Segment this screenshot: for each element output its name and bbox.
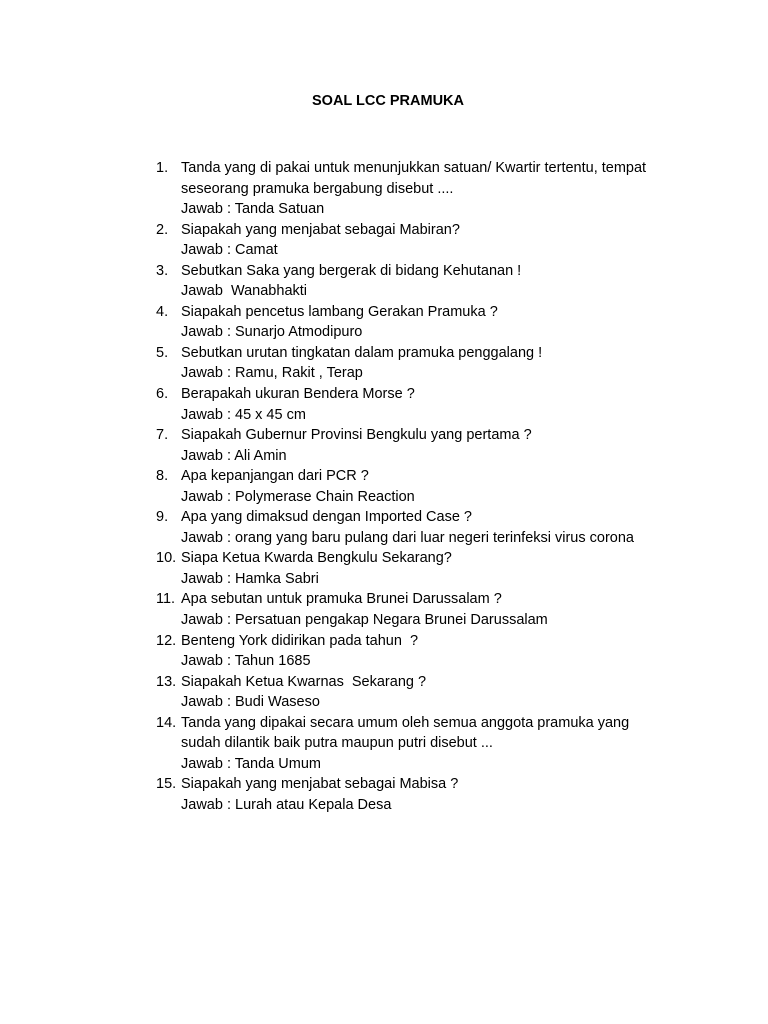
question-number: 15. bbox=[156, 776, 177, 793]
question-number: 4. bbox=[156, 303, 169, 320]
question-number: 9. bbox=[156, 509, 169, 526]
question-body bbox=[181, 507, 716, 548]
question-body bbox=[181, 343, 716, 384]
question-item bbox=[156, 774, 716, 815]
question-body bbox=[181, 713, 716, 775]
question-number: 1. bbox=[156, 160, 169, 176]
question-body bbox=[181, 425, 716, 466]
question-text: Siapakah pencetus lambang Gerakan Pramuka ? bbox=[181, 303, 498, 320]
question-number: 2. bbox=[156, 221, 169, 238]
question-body bbox=[181, 589, 716, 630]
question-text: seseorang pramuka bergabung disebut .... bbox=[181, 180, 454, 197]
answer-text: Jawab : 45 x 45 cm bbox=[181, 406, 306, 423]
question-body bbox=[181, 774, 716, 815]
question-item bbox=[156, 261, 716, 302]
answer-text: Jawab : Tahun 1685 bbox=[181, 653, 311, 670]
answer-text: Jawab : Budi Waseso bbox=[181, 694, 320, 711]
document-title: SOAL LCC PRAMUKA bbox=[312, 93, 464, 109]
question-number: 12. bbox=[156, 632, 177, 649]
question-text: Tanda yang dipakai secara umum oleh semua anggota pramuka yang bbox=[181, 714, 630, 731]
question-number: 14. bbox=[156, 714, 177, 731]
question-body bbox=[181, 302, 716, 343]
question-body bbox=[181, 384, 716, 425]
answer-text: Jawab : Sunarjo Atmodipuro bbox=[181, 324, 363, 341]
question-text: Sebutkan Saka yang bergerak di bidang Kehutanan ! bbox=[181, 262, 522, 279]
answer-text: Jawab : Tanda Umum bbox=[181, 755, 321, 772]
question-number: 6. bbox=[156, 386, 169, 403]
question-text: Apa kepanjangan dari PCR ? bbox=[181, 468, 369, 485]
answer-text: Jawab : Ramu, Rakit , Terap bbox=[181, 365, 363, 382]
question-body bbox=[181, 261, 716, 302]
answer-text: Jawab : Camat bbox=[181, 242, 278, 259]
answer-text: Jawab Wanabhakti bbox=[181, 283, 308, 300]
answer-text: Jawab : Ali Amin bbox=[181, 447, 287, 464]
question-item bbox=[156, 425, 716, 466]
answer-text: Jawab : Polymerase Chain Reaction bbox=[181, 488, 415, 505]
question-item bbox=[156, 507, 716, 548]
question-text: Apa sebutan untuk pramuka Brunei Darussalam ? bbox=[181, 591, 502, 608]
question-number: 11. bbox=[156, 591, 176, 608]
question-item bbox=[156, 713, 716, 775]
question-item bbox=[156, 589, 716, 630]
question-item bbox=[156, 158, 716, 220]
question-item bbox=[156, 631, 716, 672]
answer-text: Jawab : Lurah atau Kepala Desa bbox=[181, 796, 392, 813]
question-text: Siapakah yang menjabat sebagai Mabisa ? bbox=[181, 776, 459, 793]
question-text: Benteng York didirikan pada tahun ? bbox=[181, 632, 419, 649]
question-item bbox=[156, 548, 716, 589]
question-text: sudah dilantik baik putra maupun putri disebut ... bbox=[181, 735, 493, 752]
question-body bbox=[181, 466, 716, 507]
question-text: Berapakah ukuran Bendera Morse ? bbox=[181, 386, 415, 403]
question-body bbox=[181, 158, 716, 220]
question-text: Siapakah yang menjabat sebagai Mabiran? bbox=[181, 221, 460, 238]
question-body bbox=[181, 220, 716, 261]
question-text: Siapa Ketua Kwarda Bengkulu Sekarang? bbox=[181, 550, 452, 567]
question-item bbox=[156, 220, 716, 261]
question-number: 7. bbox=[156, 427, 169, 444]
question-item bbox=[156, 466, 716, 507]
question-number: 5. bbox=[156, 344, 169, 361]
question-text: Sebutkan urutan tingkatan dalam pramuka penggalang ! bbox=[181, 344, 543, 361]
answer-text: Jawab : Tanda Satuan bbox=[181, 201, 325, 218]
question-number: 8. bbox=[156, 468, 169, 485]
question-body bbox=[181, 672, 716, 713]
question-number: 10. bbox=[156, 550, 177, 567]
question-number: 13. bbox=[156, 673, 177, 690]
question-item bbox=[156, 302, 716, 343]
question-body bbox=[181, 631, 716, 672]
answer-text: Jawab : orang yang baru pulang dari luar negeri terinfeksi virus corona bbox=[181, 529, 634, 546]
question-text: Siapakah Gubernur Provinsi Bengkulu yang pertama ? bbox=[181, 427, 532, 444]
question-body bbox=[181, 548, 716, 589]
question-item bbox=[156, 384, 716, 425]
question-list bbox=[156, 158, 716, 816]
question-text: Siapakah Ketua Kwarnas Sekarang ? bbox=[181, 673, 427, 690]
question-item bbox=[156, 343, 716, 384]
question-number: 3. bbox=[156, 262, 169, 279]
answer-text: Jawab : Hamka Sabri bbox=[181, 570, 319, 587]
question-text: Apa yang dimaksud dengan Imported Case ? bbox=[181, 509, 472, 526]
question-text: Tanda yang di pakai untuk menunjukkan satuan/ Kwartir tertentu, tempat bbox=[181, 160, 647, 176]
answer-text: Jawab : Persatuan pengakap Negara Brunei Darussalam bbox=[181, 612, 548, 629]
question-item bbox=[156, 672, 716, 713]
